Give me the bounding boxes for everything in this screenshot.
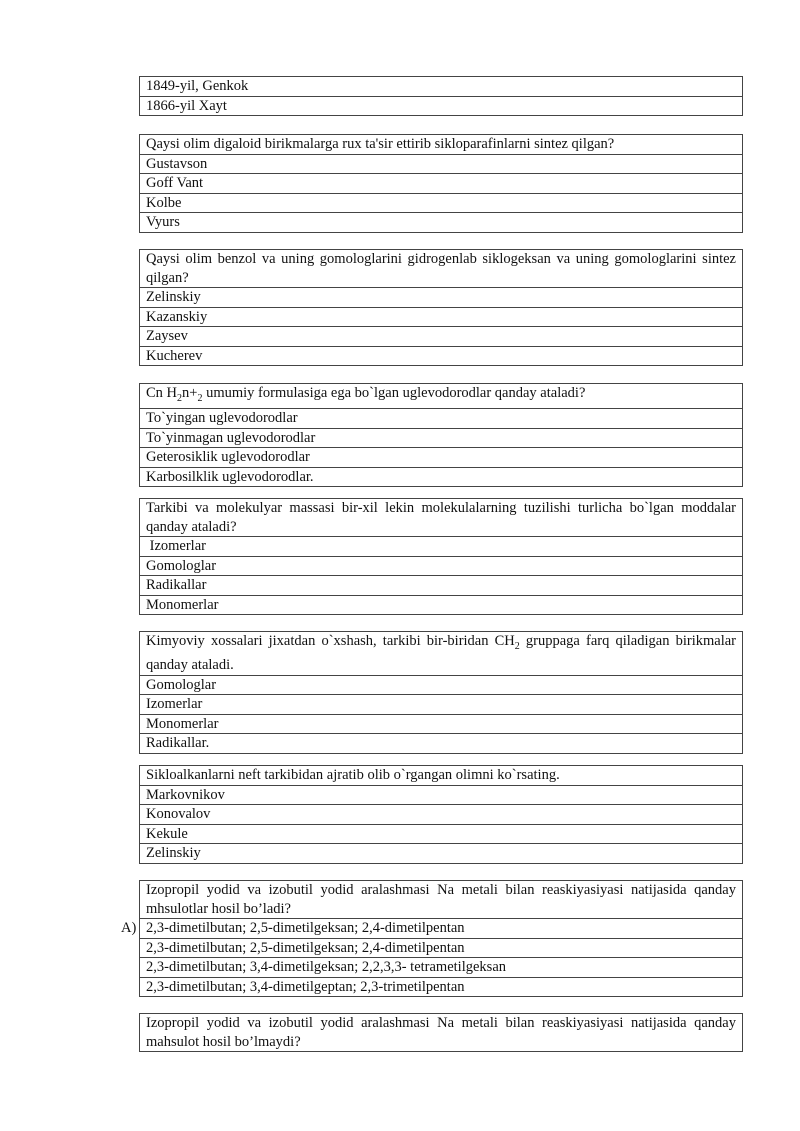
- table-row: 1866-yil Xayt: [140, 96, 742, 116]
- question-table-2: [139, 249, 743, 366]
- answer-option: Geterosiklik uglevodorodlar: [140, 447, 742, 467]
- answer-option: Vyurs: [140, 212, 742, 232]
- answer-option: 2,3-dimetilbutan; 2,5-dimetilgeksan; 2,4-dimetilpentan: [140, 918, 742, 938]
- answer-option: Markovnikov: [140, 785, 742, 805]
- answer-option: Monomerlar: [140, 595, 742, 615]
- answer-option: Goff Vant: [140, 173, 742, 193]
- option-marker: A): [121, 920, 137, 936]
- question-text: Kimyoviy xossalari jixatdan o`xshash, tarkibi bir-biridan $CH_2$ gruppaga farq qiladigan birikmalar qanday ataladi.: [146, 633, 740, 674]
- answer-option: Zelinskiy: [140, 843, 742, 863]
- answer-option: 2,3-dimetilbutan; 2,5-dimetilgeksan; 2,4-dimetilpentan: [140, 938, 742, 958]
- answer-option: Radikallar.: [140, 733, 742, 753]
- answer-option: Kekule: [140, 824, 742, 844]
- answer-option: To`yingan uglevodorodlar: [140, 408, 742, 428]
- question-table-3: [139, 383, 743, 487]
- answer-option: Kucherev: [140, 346, 742, 366]
- answer-option: Zaysev: [140, 326, 742, 346]
- answer-option: Gomologlar: [140, 675, 742, 695]
- question-table-6: [139, 765, 743, 864]
- table-row: 1849-yil, Genkok: [146, 78, 249, 94]
- answer-option: Gomologlar: [140, 556, 742, 576]
- question-table-4: [139, 498, 743, 615]
- answer-option: Izomerlar: [140, 536, 742, 556]
- answer-option: Radikallar: [140, 575, 742, 595]
- question-text: Cn $H_2n+_2$ umumiy formulasiga ega bo`lgan uglevodorodlar qanday ataladi?: [146, 385, 586, 404]
- question-table-8: [139, 1013, 743, 1052]
- answer-option: 2,3-dimetilbutan; 3,4-dimetilgeksan; 2,2,3,3- tetrametilgeksan: [140, 957, 742, 977]
- answer-option: Monomerlar: [140, 714, 742, 734]
- answer-option: Kazanskiy: [140, 307, 742, 327]
- question-table-5: [139, 631, 743, 754]
- answer-option: Gustavson: [140, 154, 742, 174]
- answer-option: Konovalov: [140, 804, 742, 824]
- answer-option: Zelinskiy: [140, 287, 742, 307]
- answer-option: To`yinmagan uglevodorodlar: [140, 428, 742, 448]
- answer-table-partial: [139, 76, 743, 116]
- answer-option: 2,3-dimetilbutan; 3,4-dimetilgeptan; 2,3-trimetilpentan: [140, 977, 742, 997]
- question-table-1: [139, 134, 743, 233]
- question-text: Izopropil yodid va izobutil yodid aralashmasi Na metali bilan reaskiyasiyasi natijasida qanday mhsulotlar hosil bo’ladi?: [146, 882, 740, 917]
- question-text: Izopropil yodid va izobutil yodid aralashmasi Na metali bilan reaskiyasiyasi natijasida qanday mahsulot hosil bo’lmaydi?: [146, 1015, 740, 1050]
- answer-option: Karbosilklik uglevodorodlar.: [140, 467, 742, 487]
- answer-option: Kolbe: [140, 193, 742, 213]
- question-text: Qaysi olim digaloid birikmalarga rux ta'sir ettirib sikloparafinlarni sintez qilgan?: [146, 136, 615, 152]
- question-text: Sikloalkanlarni neft tarkibidan ajratib olib o`rgangan olimni ko`rsating.: [146, 767, 560, 783]
- question-text: Qaysi olim benzol va uning gomologlarini gidrogenlab siklogeksan va uning gomologlarini sintez qilgan?: [146, 251, 740, 286]
- answer-option: Izomerlar: [140, 694, 742, 714]
- question-table-7: [139, 880, 743, 997]
- question-text: Tarkibi va molekulyar massasi bir-xil lekin molekulalarning tuzilishi turlicha bo`lgan moddalar qanday ataladi?: [146, 500, 740, 535]
